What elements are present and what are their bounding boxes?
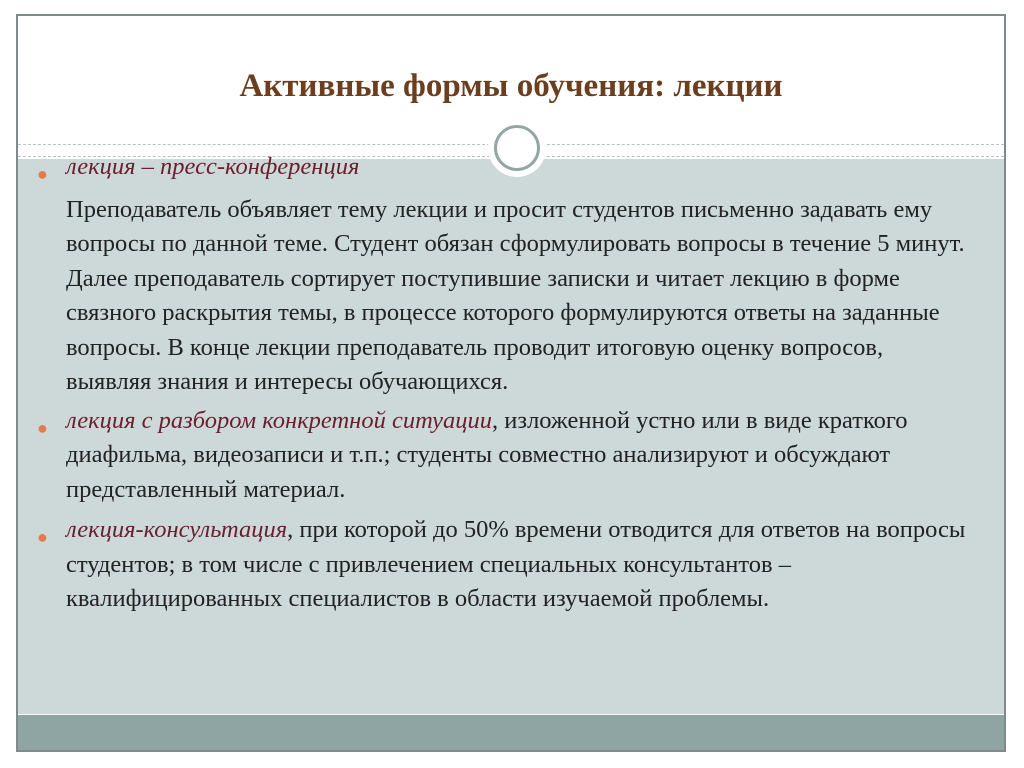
bullet-icon: ● [37, 164, 48, 184]
slide-title: Активные формы обучения: лекции [239, 68, 783, 104]
item-term: лекция – пресс-конференция [66, 153, 360, 180]
item-text: , изложенной устно или в виде краткого диафильма, видеозаписи и т.п.; студенты совместно анализируют и обсуждают представленный материал. [66, 406, 908, 503]
item-term: лекция-консультация [66, 516, 288, 543]
list-item [37, 150, 968, 185]
footer-bar [18, 715, 1004, 750]
list-item [37, 513, 968, 617]
item-text: , при которой до 50% времени отводится для ответов на вопросы студентов; в том числе с привлечением специальных консультантов – квалифицированных специалистов в области изучаемой проблемы. [66, 516, 966, 612]
slide-body [37, 150, 968, 617]
list-item [37, 404, 968, 508]
bullet-icon: ● [37, 527, 48, 547]
item-paragraph: Преподаватель объявляет тему лекции и просит студентов письменно задавать ему вопросы по данной теме. Студент обязан сформулировать вопросы в течение 5 минут. Далее преподаватель сортирует поступившие записки и читает лекцию в форме связного раскрытия темы, в процессе которого формулируются ответы на заданные вопросы. В конце лекции преподаватель проводит итоговую оценку вопросов, выявляя знания и интересы обучающихся. [66, 195, 965, 395]
bullet-icon: ● [37, 417, 48, 438]
item-term: лекция с разбором конкретной ситуации [66, 406, 493, 434]
